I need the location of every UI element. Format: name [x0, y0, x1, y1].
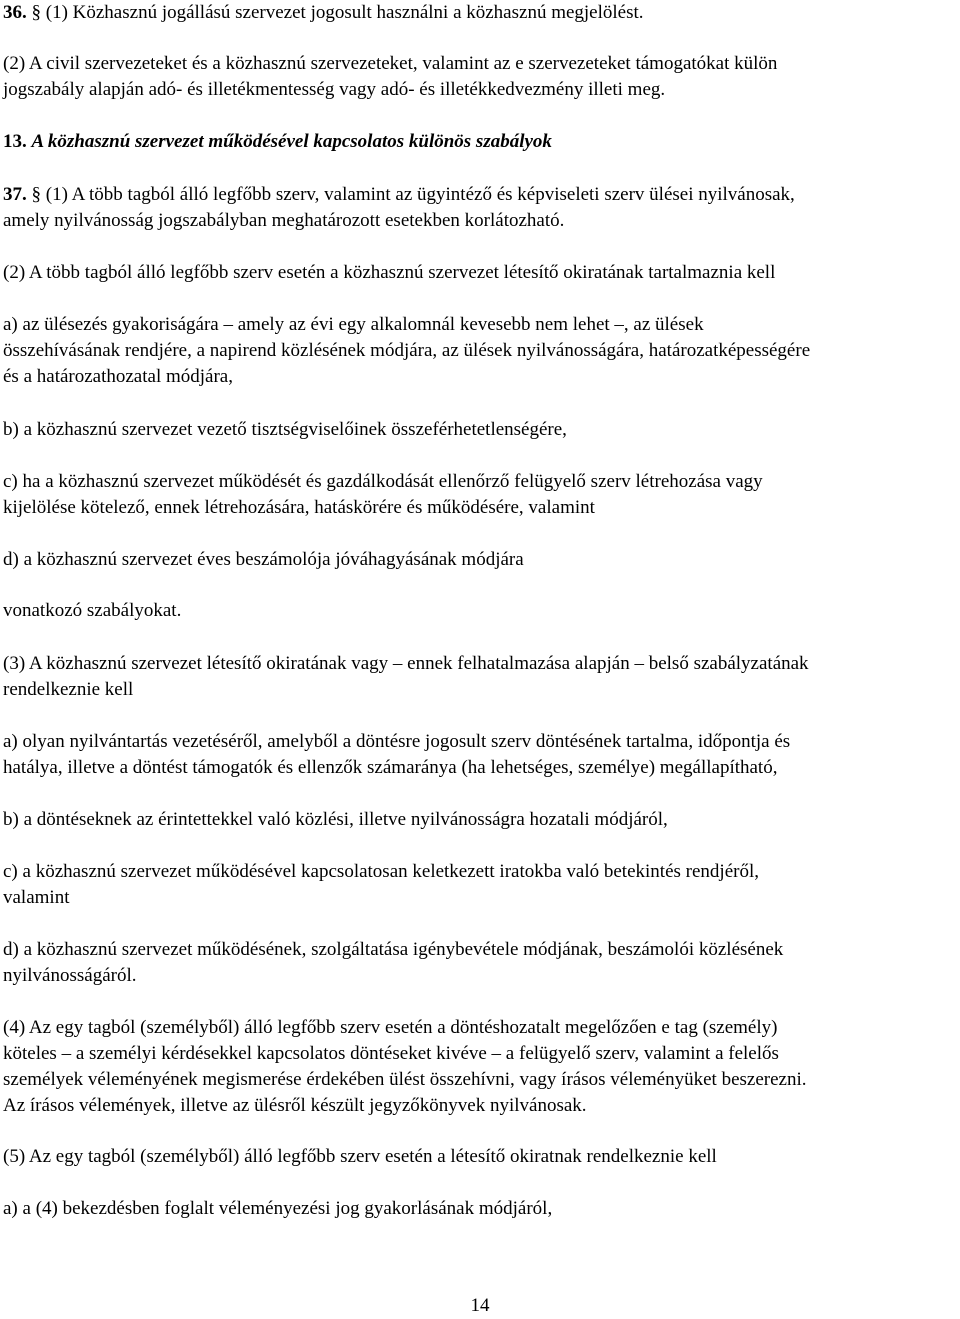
section-number: 37.	[3, 184, 27, 205]
section-sign: §	[31, 184, 41, 205]
point-3d-line-2: nyilvánosságáról.	[3, 965, 137, 986]
section-37-paragraph-4-line-1: (4) Az egy tagból (személyből) álló legfőbb szerv esetén a döntéshozatalt megelőzően e tag (személy)	[3, 1017, 778, 1038]
section-37-paragraph-2: (2) A több tagból álló legfőbb szerv esetén a közhasznú szervezet létesítő okiratának tartalmaznia kell	[3, 262, 776, 283]
section-37-paragraph-4-line-3: személyek véleményének megismerése érdekében ülést összehívni, vagy írásos véleményüket beszerezni.	[3, 1069, 807, 1090]
section-37-paragraph-1-line-1: 37. § (1) A több tagból álló legfőbb szerv, valamint az ügyintéző és képviseleti szerv ülései nyilvánosak,	[3, 184, 795, 205]
section-37-paragraph-3-line-2: rendelkeznie kell	[3, 679, 134, 700]
point-2a-line-3: és a határozathozatal módjára,	[3, 366, 233, 387]
section-36-paragraph-2-line-1: (2) A civil szervezeteket és a közhasznú szervezeteket, valamint az e szervezeteket támogatókat külön	[3, 53, 778, 74]
point-3c-line-1: c) a közhasznú szervezet működésével kapcsolatosan keletkezett iratokba való betekintés rendjéről,	[3, 861, 759, 882]
point-2a-line-2: összehívásának rendjére, a napirend közlésének módjára, az ülések nyilvánosságára, határozatképességére	[3, 340, 811, 361]
section-37-paragraph-4-line-4: Az írásos vélemények, illetve az ülésről készült jegyzőkönyvek nyilvánosak.	[3, 1095, 587, 1116]
paragraph-2-closing: vonatkozó szabályokat.	[3, 600, 182, 621]
point-3a-line-2: hatálya, illetve a döntést támogatók és ellenzők számaránya (ha lehetséges, személye) megállapítható,	[3, 757, 778, 778]
point-2d: d) a közhasznú szervezet éves beszámolója jóváhagyásának módjára	[3, 549, 524, 570]
section-37-paragraph-5: (5) Az egy tagból (személyből) álló legfőbb szerv esetén a létesítő okiratnak rendelkeznie kell	[3, 1146, 717, 1167]
section-37-paragraph-4-line-2: köteles – a személyi kérdésekkel kapcsolatos döntéseket kivéve – a felügyelő szerv, valamint a felelős	[3, 1043, 779, 1064]
point-2a-line-1: a) az ülésezés gyakoriságára – amely az évi egy alkalomnál kevesebb nem lehet –, az ülések	[3, 314, 704, 335]
chapter-number: 13.	[3, 131, 27, 152]
section-37-paragraph-3-line-1: (3) A közhasznú szervezet létesítő okiratának vagy – ennek felhatalmazása alapján – belső szabályzatának	[3, 653, 809, 674]
chapter-title: A közhasznú szervezet működésével kapcsolatos különös szabályok	[31, 131, 552, 152]
point-3b: b) a döntéseknek az érintettekkel való közlési, illetve nyilvánosságra hozatali módjáról,	[3, 809, 668, 830]
point-3c-line-2: valamint	[3, 887, 70, 908]
chapter-heading	[3, 129, 552, 155]
point-5a: a) a (4) bekezdésben foglalt véleményezési jog gyakorlásának módjáról,	[3, 1198, 553, 1219]
point-2c-line-2: kijelölése kötelező, ennek létrehozására, hatáskörére és működésére, valamint	[3, 497, 595, 518]
section-36-paragraph-2-line-2: jogszabály alapján adó- és illetékmentesség vagy adó- és illetékkedvezmény illeti meg.	[3, 79, 666, 100]
section-number: 36.	[3, 2, 27, 23]
point-3d-line-1: d) a közhasznú szervezet működésének, szolgáltatása igénybevétele módjának, beszámolói közlésének	[3, 939, 784, 960]
point-3a-line-1: a) olyan nyilvántartás vezetéséről, amelyből a döntésre jogosult szerv döntésének tartalma, időpontja és	[3, 731, 791, 752]
point-2b: b) a közhasznú szervezet vezető tisztségviselőinek összeférhetetlenségére,	[3, 419, 567, 440]
section-37-paragraph-1-line-2: amely nyilvánosság jogszabályban meghatározott esetekben korlátozható.	[3, 210, 565, 231]
page-number: 14	[470, 1295, 490, 1316]
point-2c-line-1: c) ha a közhasznú szervezet működését és gazdálkodását ellenőrző felügyelő szerv létrehozása vagy	[3, 471, 763, 492]
section-sign: §	[31, 2, 41, 23]
section-36-paragraph-1: 36. § (1) Közhasznú jogállású szervezet jogosult használni a közhasznú megjelölést.	[3, 2, 644, 23]
